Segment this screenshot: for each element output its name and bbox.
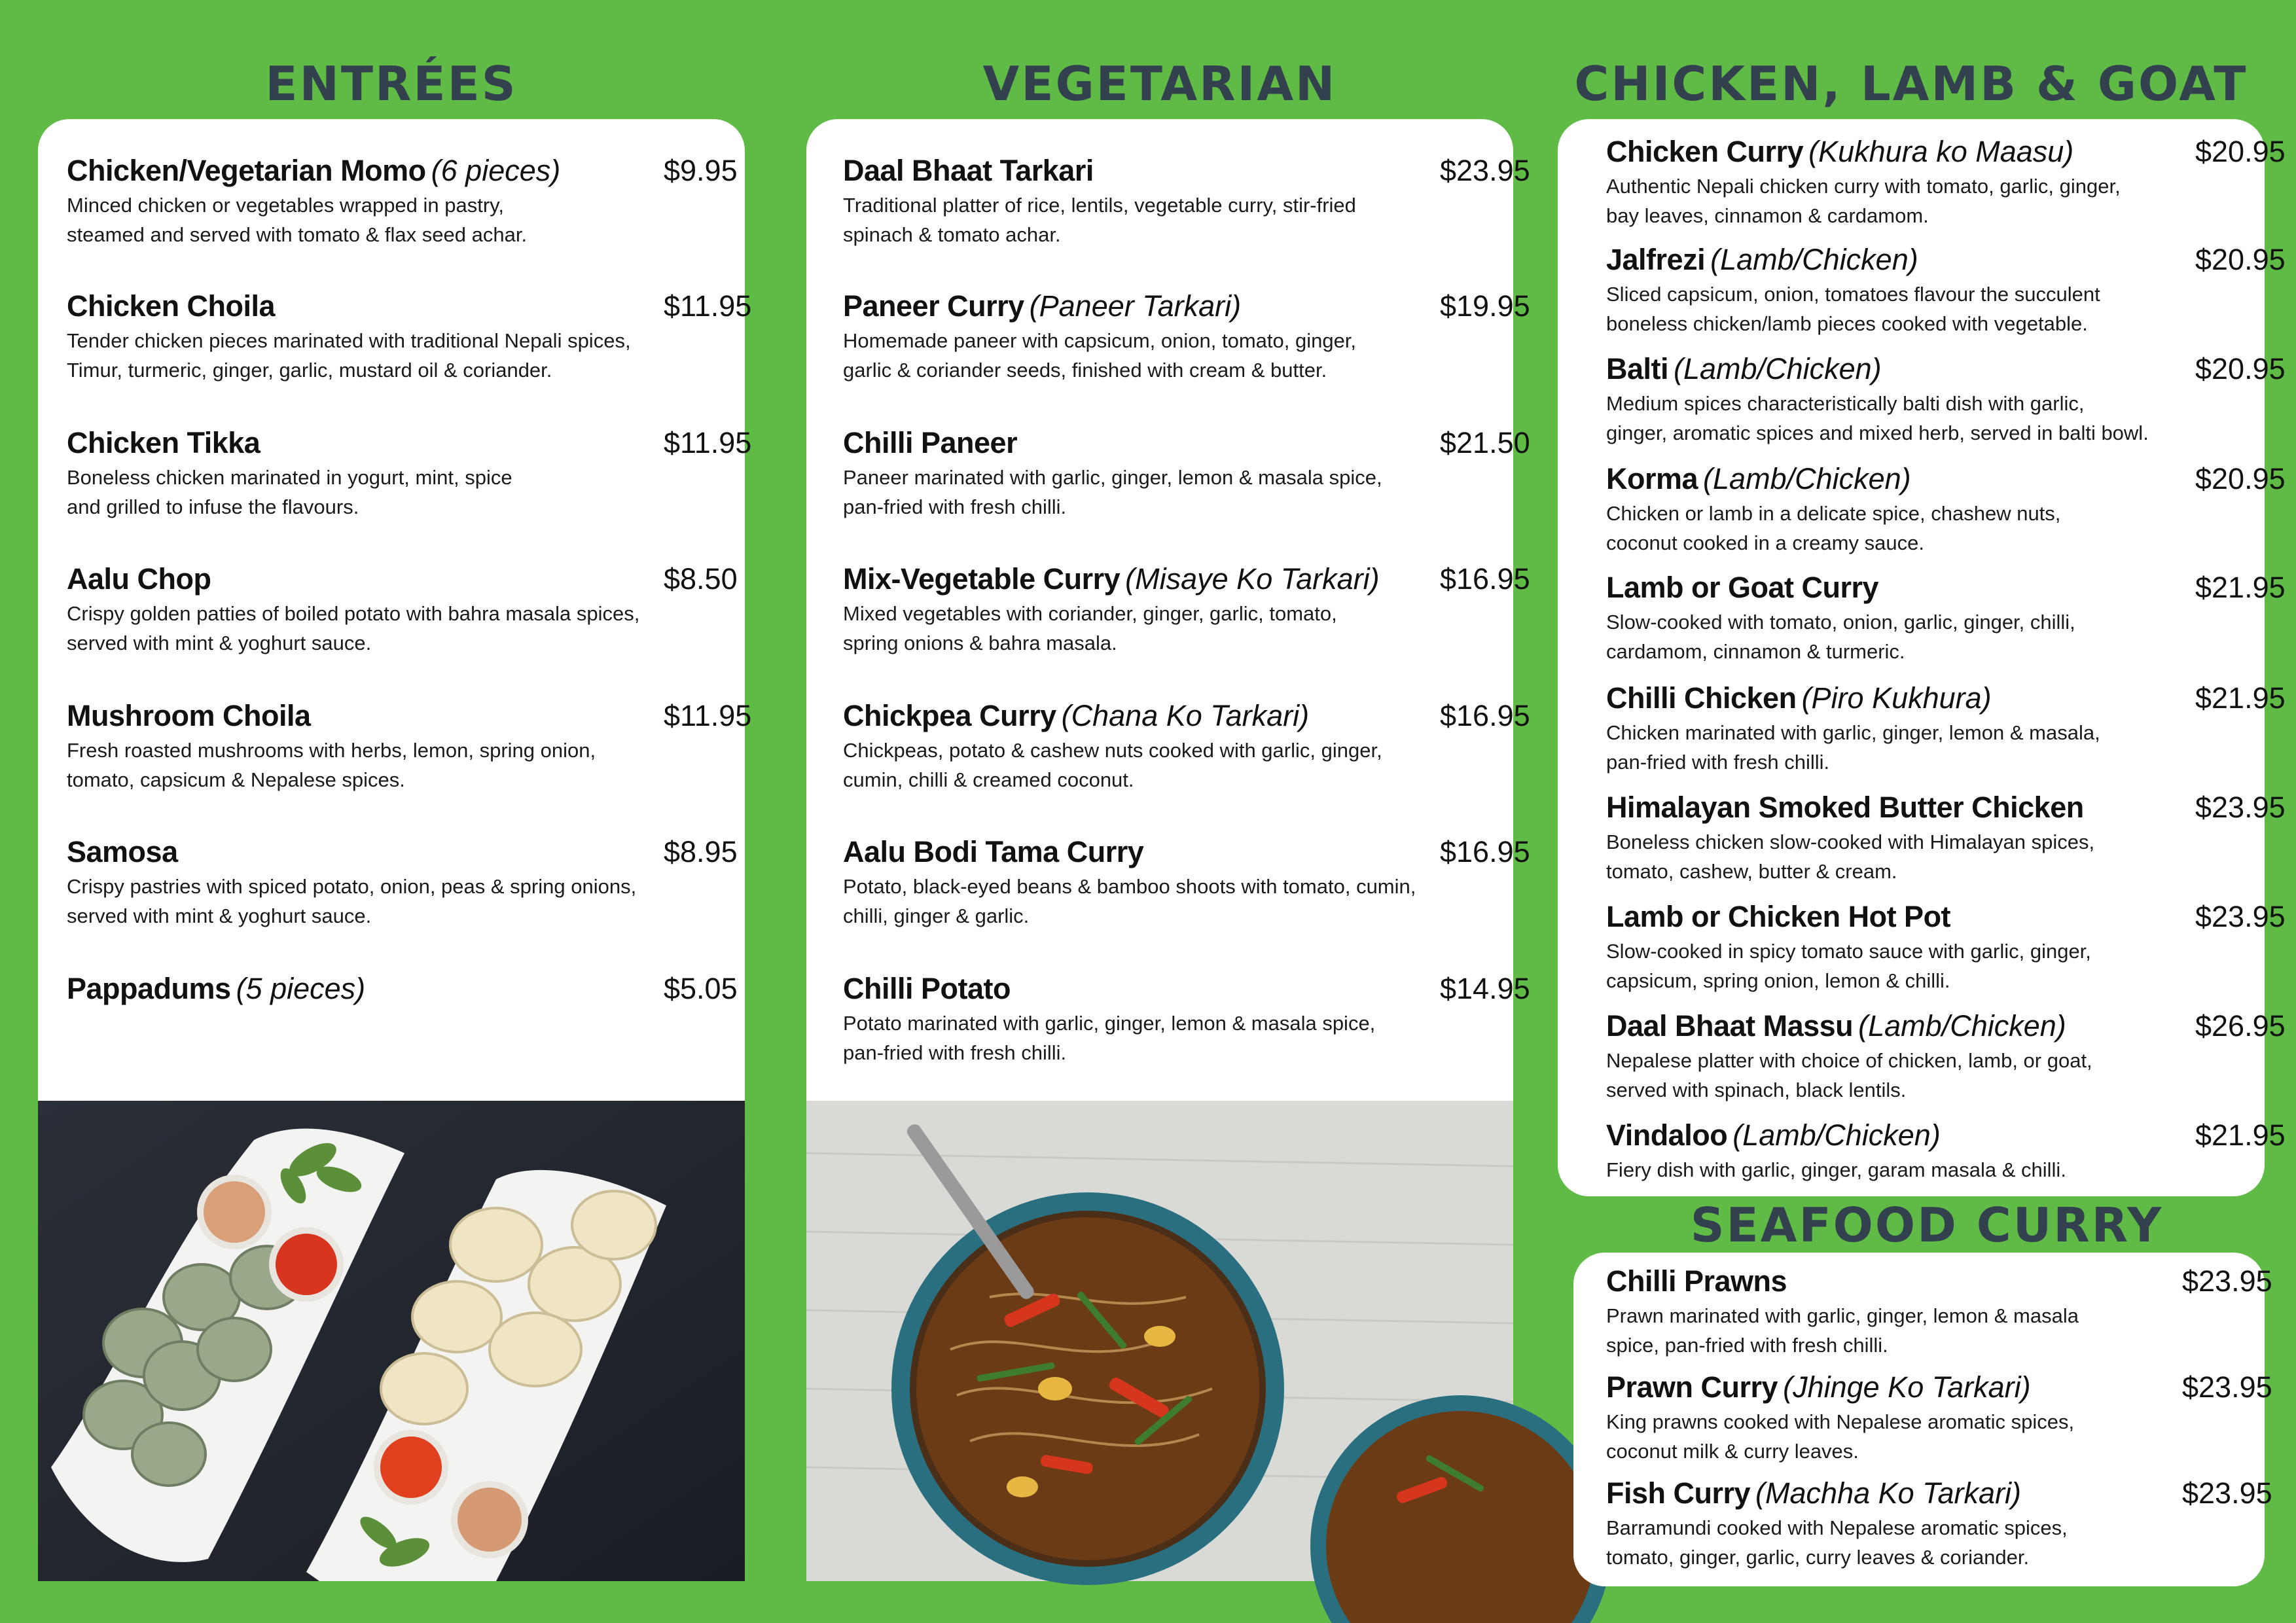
menu-item-price: $23.95 bbox=[2182, 1264, 2272, 1298]
menu-item-description: Traditional platter of rice, lentils, vegetable curry, stir-fried spinach & tomato achar. bbox=[843, 194, 1356, 246]
menu-item-name: Chilli Prawns bbox=[1606, 1264, 1787, 1298]
menu-item-header bbox=[843, 832, 1530, 872]
menu-item-subtitle: (Lamb/Chicken) bbox=[1858, 1009, 2066, 1043]
menu-item-description: Fiery dish with garlic, ginger, garam masala & chilli. bbox=[1606, 1158, 2066, 1181]
menu-item-price: $20.95 bbox=[2195, 243, 2286, 276]
menu-item-description: King prawns cooked with Nepalese aromatic spices, coconut milk & curry leaves. bbox=[1606, 1410, 2075, 1463]
entrees-heading: ENTRÉES bbox=[265, 56, 518, 111]
menu-item-name: Chickpea Curry bbox=[843, 699, 1056, 732]
menu-item-subtitle: (Machha Ko Tarkari) bbox=[1755, 1476, 2022, 1510]
menu-item-name: Daal Bhaat Massu bbox=[1606, 1009, 1854, 1043]
menu-item-description: Paneer marinated with garlic, ginger, lemon & masala spice, pan-fried with fresh chilli. bbox=[843, 466, 1382, 518]
menu-item bbox=[843, 287, 1530, 385]
menu-item-description: Minced chicken or vegetables wrapped in pastry, steamed and served with tomato & flax seed achar. bbox=[67, 194, 528, 246]
menu-item-name: Lamb or Chicken Hot Pot bbox=[1606, 900, 1951, 933]
menu-item-description: Chicken marinated with garlic, ginger, lemon & masala, pan-fried with fresh chilli. bbox=[1606, 721, 2100, 774]
menu-item-name: Chilli Potato bbox=[843, 972, 1011, 1005]
menu-item-description: Slow-cooked in spicy tomato sauce with garlic, ginger, capsicum, spring onion, lemon & chilli. bbox=[1606, 940, 2091, 992]
menu-item bbox=[1606, 1007, 2286, 1105]
menu-item bbox=[1606, 1262, 2272, 1360]
menu-item-name: Chicken Choila bbox=[67, 289, 276, 323]
curry-bowl-photo bbox=[806, 1101, 1513, 1581]
menu-item-name: Prawn Curry bbox=[1606, 1370, 1778, 1404]
menu-item bbox=[67, 832, 738, 931]
menu-item bbox=[1606, 788, 2286, 886]
menu-item-description: Potato marinated with garlic, ginger, lemon & masala spice, pan-fried with fresh chilli. bbox=[843, 1012, 1376, 1064]
menu-item-header bbox=[1606, 349, 2286, 389]
menu-item-header bbox=[67, 287, 752, 326]
menu-item-name: Samosa bbox=[67, 835, 178, 868]
menu-item-price: $21.95 bbox=[2195, 681, 2286, 715]
menu-item-description: Authentic Nepali chicken curry with tomato, garlic, ginger, bay leaves, cinnamon & cardamom. bbox=[1606, 175, 2121, 227]
menu-item-description: Boneless chicken slow-cooked with Himalayan spices, tomato, cashew, butter & cream. bbox=[1606, 830, 2095, 883]
menu-item-subtitle: (Kukhura ko Maasu) bbox=[1808, 135, 2074, 168]
menu-item-header bbox=[843, 151, 1530, 190]
menu-item-description: Potato, black-eyed beans & bamboo shoots with tomato, cumin, chilli, ginger & garlic. bbox=[843, 875, 1416, 927]
menu-item-name: Chicken Curry bbox=[1606, 135, 1804, 168]
menu-item-subtitle: (6 pieces) bbox=[431, 154, 561, 187]
menu-item-price: $8.95 bbox=[664, 835, 738, 868]
menu-item-header bbox=[67, 560, 738, 599]
vegetarian-panel bbox=[806, 119, 1530, 1581]
menu-item-name: Lamb or Goat Curry bbox=[1606, 571, 1879, 604]
menu-item-header bbox=[1606, 1116, 2286, 1155]
menu-item bbox=[67, 696, 752, 794]
menu-item-price: $23.95 bbox=[2182, 1476, 2272, 1510]
menu-item bbox=[843, 969, 1530, 1067]
menu-item-name: Chicken/Vegetarian Momo bbox=[67, 154, 426, 187]
menu-item-price: $14.95 bbox=[1440, 972, 1530, 1005]
menu-item-description: Barramundi cooked with Nepalese aromatic spices, tomato, ginger, garlic, curry leaves & coriander. bbox=[1606, 1516, 2068, 1569]
menu-item bbox=[67, 423, 752, 522]
menu-item-header bbox=[1606, 459, 2286, 499]
menu-item bbox=[843, 560, 1530, 658]
menu-item-header bbox=[843, 287, 1530, 326]
menu-item-name: Pappadums bbox=[67, 972, 231, 1005]
menu-item bbox=[843, 696, 1530, 794]
menu-item-price: $20.95 bbox=[2195, 352, 2286, 385]
menu-item-subtitle: (Lamb/Chicken) bbox=[1674, 352, 1882, 385]
menu-item-name: Jalfrezi bbox=[1606, 243, 1706, 276]
menu-item-name: Vindaloo bbox=[1606, 1118, 1728, 1152]
menu-item-header bbox=[1606, 568, 2286, 607]
menu-item-price: $16.95 bbox=[1440, 835, 1530, 868]
menu-item-name: Korma bbox=[1606, 462, 1698, 495]
menu-item-header bbox=[1606, 897, 2286, 936]
curry-bowl-image bbox=[806, 1101, 1513, 1581]
menu-item bbox=[843, 423, 1530, 522]
menu-item-subtitle: (Lamb/Chicken) bbox=[1703, 462, 1911, 495]
vegetarian-heading: VEGETARIAN bbox=[982, 56, 1337, 111]
menu-item-name: Fish Curry bbox=[1606, 1476, 1751, 1510]
menu-item-name: Aalu Bodi Tama Curry bbox=[843, 835, 1144, 868]
menu-item-price: $23.95 bbox=[2195, 791, 2286, 824]
menu-item-description: Chicken or lamb in a delicate spice, chashew nuts, coconut cooked in a creamy sauce. bbox=[1606, 502, 2061, 554]
menu-item-name: Chicken Tikka bbox=[67, 426, 260, 459]
menu-item-description: Sliced capsicum, onion, tomatoes flavour the succulent boneless chicken/lamb pieces cooked with vegetable. bbox=[1606, 283, 2100, 335]
menu-item bbox=[67, 969, 738, 1008]
menu-item-price: $23.95 bbox=[2182, 1370, 2272, 1404]
menu-item-name: Chilli Chicken bbox=[1606, 681, 1797, 715]
menu-item bbox=[67, 151, 738, 249]
menu-item-header bbox=[67, 696, 752, 736]
menu-item-description: Crispy pastries with spiced potato, onion, peas & spring onions, served with mint & yoghurt sauce. bbox=[67, 875, 637, 927]
menu-item-name: Mix-Vegetable Curry bbox=[843, 562, 1121, 596]
menu-item-description: Nepalese platter with choice of chicken, lamb, or goat, served with spinach, black lentils. bbox=[1606, 1049, 2092, 1101]
seafood-list bbox=[1606, 1253, 2272, 1586]
vegetarian-list bbox=[843, 119, 1530, 1101]
menu-item bbox=[67, 560, 738, 658]
menu-item-price: $19.95 bbox=[1440, 289, 1530, 323]
menu-item-price: $23.95 bbox=[1440, 154, 1530, 187]
menu-item-header bbox=[1606, 788, 2286, 827]
momo-plate-image bbox=[38, 1101, 745, 1581]
menu-item-subtitle: (Piro Kukhura) bbox=[1801, 681, 1992, 715]
menu-item-description: Medium spices characteristically balti dish with garlic, ginger, aromatic spices and mixed herb, served in balti bowl. bbox=[1606, 392, 2149, 444]
menu-item-description: Slow-cooked with tomato, onion, garlic, ginger, chilli, cardamom, cinnamon & turmeric. bbox=[1606, 611, 2075, 663]
menu-item-price: $20.95 bbox=[2195, 462, 2286, 495]
menu-item-header bbox=[843, 423, 1530, 463]
menu-item-price: $9.95 bbox=[664, 154, 738, 187]
menu-item-header bbox=[1606, 132, 2286, 171]
menu-item bbox=[1606, 240, 2286, 338]
menu-item-description: Fresh roasted mushrooms with herbs, lemon, spring onion, tomato, capsicum & Nepalese spices. bbox=[67, 739, 596, 791]
menu-item-price: $5.05 bbox=[664, 972, 738, 1005]
menu-item-subtitle: (Misaye Ko Tarkari) bbox=[1125, 562, 1380, 596]
menu-item-header bbox=[843, 696, 1530, 736]
menu-item-subtitle: (Jhinge Ko Tarkari) bbox=[1783, 1370, 2031, 1404]
meat-panel bbox=[1558, 119, 2286, 1196]
menu-item-subtitle: (Paneer Tarkari) bbox=[1029, 289, 1242, 323]
menu-item-name: Mushroom Choila bbox=[67, 699, 311, 732]
menu-item-name: Paneer Curry bbox=[843, 289, 1024, 323]
menu-item-description: Homemade paneer with capsicum, onion, tomato, ginger, garlic & coriander seeds, finished with cream & butter. bbox=[843, 329, 1357, 382]
menu-item bbox=[1606, 459, 2286, 558]
menu-item-description: Tender chicken pieces marinated with traditional Nepali spices, Timur, turmeric, ginger, garlic, mustard oil & coriander. bbox=[67, 329, 631, 382]
menu-item bbox=[1606, 679, 2286, 777]
menu-item-price: $21.95 bbox=[2195, 571, 2286, 604]
menu-item bbox=[1606, 1474, 2272, 1572]
menu-item-price: $23.95 bbox=[2195, 900, 2286, 933]
seafood-panel bbox=[1573, 1253, 2272, 1586]
menu-item bbox=[1606, 349, 2286, 448]
menu-item-name: Balti bbox=[1606, 352, 1669, 385]
menu-item-price: $16.95 bbox=[1440, 699, 1530, 732]
entrees-panel bbox=[38, 119, 752, 1581]
menu-item bbox=[1606, 568, 2286, 666]
menu-item bbox=[1606, 1116, 2286, 1185]
menu-item-subtitle: (Lamb/Chicken) bbox=[1732, 1118, 1941, 1152]
menu-item-subtitle: (Chana Ko Tarkari) bbox=[1061, 699, 1310, 732]
menu-item-price: $11.95 bbox=[664, 426, 752, 459]
menu-item-description: Chickpeas, potato & cashew nuts cooked with garlic, ginger, cumin, chilli & creamed coconut. bbox=[843, 739, 1382, 791]
menu-item-name: Aalu Chop bbox=[67, 562, 211, 596]
menu-item-name: Himalayan Smoked Butter Chicken bbox=[1606, 791, 2084, 824]
menu-item-price: $16.95 bbox=[1440, 562, 1530, 596]
entrees-list bbox=[67, 119, 752, 1101]
menu-item-header bbox=[67, 969, 738, 1008]
menu-item-price: $21.95 bbox=[2195, 1118, 2286, 1152]
seafood-heading: SEAFOOD CURRY bbox=[1690, 1198, 2164, 1253]
menu-item bbox=[1606, 897, 2286, 995]
menu-item-subtitle: (Lamb/Chicken) bbox=[1710, 243, 1918, 276]
menu-item-header bbox=[1606, 1007, 2286, 1046]
menu-item-header bbox=[1606, 240, 2286, 279]
menu-item-header bbox=[843, 969, 1530, 1008]
menu-item-name: Daal Bhaat Tarkari bbox=[843, 154, 1094, 187]
menu-item-price: $11.95 bbox=[664, 699, 752, 732]
menu-item bbox=[1606, 1368, 2272, 1466]
menu-item-price: $21.50 bbox=[1440, 426, 1530, 459]
menu-item-header bbox=[843, 560, 1530, 599]
menu-item-price: $26.95 bbox=[2195, 1009, 2286, 1043]
menu-item-header bbox=[67, 423, 752, 463]
menu-item bbox=[1606, 132, 2286, 230]
menu-item bbox=[843, 832, 1530, 931]
menu-item-price: $8.50 bbox=[664, 562, 738, 596]
menu-item-description: Prawn marinated with garlic, ginger, lemon & masala spice, pan-fried with fresh chilli. bbox=[1606, 1304, 2079, 1357]
menu-item-header bbox=[67, 832, 738, 872]
menu-item-price: $20.95 bbox=[2195, 135, 2286, 168]
menu-item-price: $11.95 bbox=[664, 289, 752, 323]
menu-item bbox=[843, 151, 1530, 249]
menu-item-description: Boneless chicken marinated in yogurt, mint, spice and grilled to infuse the flavours. bbox=[67, 466, 512, 518]
menu-item-header bbox=[1606, 1474, 2272, 1513]
momo-photo bbox=[38, 1101, 745, 1581]
meat-list bbox=[1606, 119, 2286, 1196]
meat-heading: CHICKEN, LAMB & GOAT bbox=[1574, 56, 2248, 111]
menu-item bbox=[67, 287, 752, 385]
menu-item-header bbox=[67, 151, 738, 190]
menu-item-name: Chilli Paneer bbox=[843, 426, 1018, 459]
menu-item-subtitle: (5 pieces) bbox=[236, 972, 366, 1005]
menu-item-description: Crispy golden patties of boiled potato with bahra masala spices, served with mint & yoghurt sauce. bbox=[67, 602, 640, 654]
menu-item-description: Mixed vegetables with coriander, ginger, garlic, tomato, spring onions & bahra masala. bbox=[843, 602, 1337, 654]
menu-item-header bbox=[1606, 1262, 2272, 1301]
menu-item-header bbox=[1606, 1368, 2272, 1407]
menu-item-header bbox=[1606, 679, 2286, 718]
